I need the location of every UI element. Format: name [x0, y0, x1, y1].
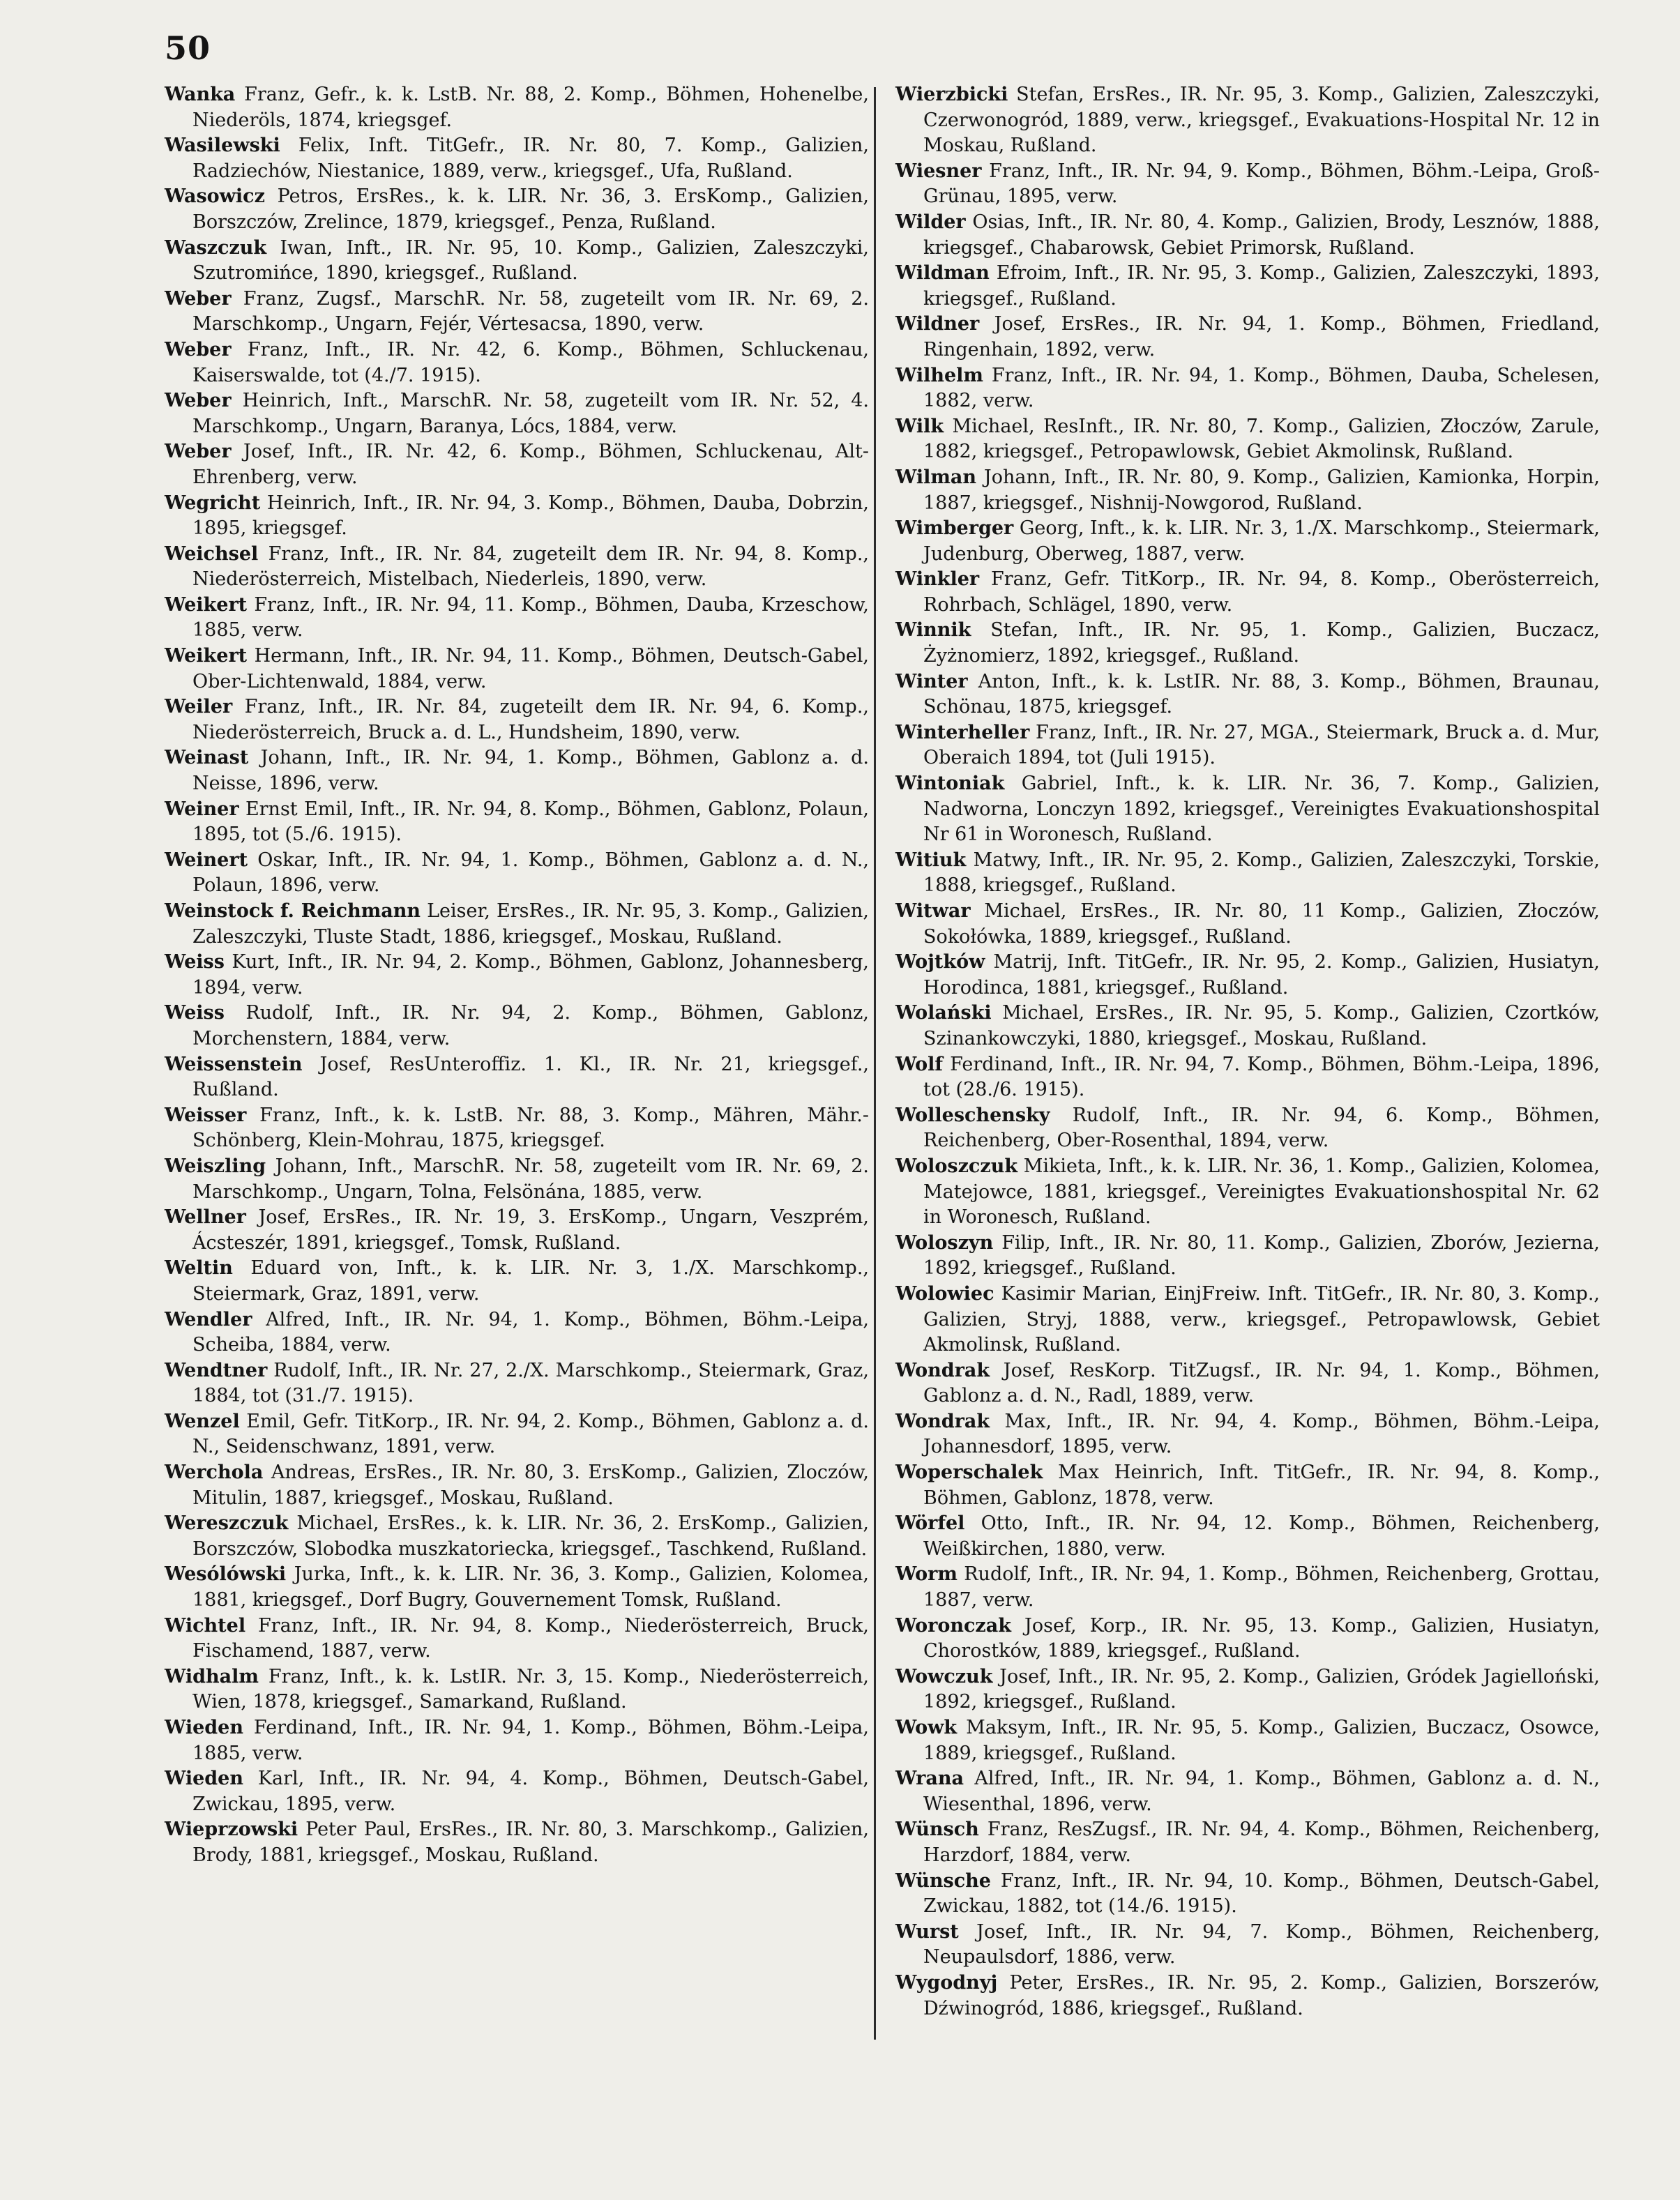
entry-surname: Wichtel: [165, 1614, 246, 1637]
entry-details: Franz, Inft., IR. Nr. 27, MGA., Steiermark, Bruck a. d. Mur, Oberaich 1894, tot (Juli 1915).: [923, 721, 1600, 769]
entry-surname: Wieden: [165, 1768, 243, 1790]
entry-surname: Winterheller: [895, 721, 1030, 743]
entry-details: Emil, Gefr. TitKorp., IR. Nr. 94, 2. Komp., Böhmen, Gablonz a. d. N., Seidenschwanz, 1891, verw.: [192, 1410, 869, 1458]
entry-details: Otto, Inft., IR. Nr. 94, 12. Komp., Böhmen, Reichenberg, Weißkirchen, 1880, verw.: [923, 1512, 1600, 1560]
list-item: [895, 567, 1600, 618]
entry-details: Kasimir Marian, EinjFreiw. Inft. TitGefr., IR. Nr. 80, 3. Komp., Galizien, Stryj, 1888, verw., kriegsgef., Petropawlowsk, Gebiet Akmolinsk, Rußland.: [923, 1282, 1600, 1356]
entry-details: Franz, Inft., IR. Nr. 94, 1. Komp., Böhmen, Dauba, Schelesen, 1882, verw.: [923, 364, 1600, 412]
list-item: [165, 797, 869, 848]
list-item: [165, 491, 869, 542]
entry-details: Iwan, Inft., IR. Nr. 95, 10. Komp., Galizien, Zaleszczyki, Szutromińce, 1890, kriegsgef., Rußland.: [192, 236, 869, 285]
list-item: [895, 848, 1600, 899]
entry-surname: Wygodnyj: [895, 1971, 998, 1994]
entry-surname: Wondrak: [895, 1359, 990, 1381]
entry-details: Rudolf, Inft., IR. Nr. 94, 6. Komp., Böhmen, Reichenberg, Ober-Rosenthal, 1894, verw.: [923, 1104, 1600, 1152]
list-item: [895, 1511, 1600, 1562]
entry-surname: Weber: [165, 338, 232, 361]
entry-details: Franz, ResZugsf., IR. Nr. 94, 4. Komp., Böhmen, Reichenberg, Harzdorf, 1884, verw.: [923, 1819, 1600, 1866]
list-item: [895, 669, 1600, 720]
list-item: [895, 1358, 1600, 1409]
entry-surname: Wilman: [895, 466, 977, 488]
list-item: [165, 388, 869, 439]
list-item: [895, 1460, 1600, 1511]
entry-details: Franz, Inft., IR. Nr. 84, zugeteilt dem IR. Nr. 94, 6. Komp., Niederösterreich, Bruck a. d. L., Hundsheim, 1890, verw.: [192, 696, 869, 743]
entry-details: Johann, Inft., IR. Nr. 94, 1. Komp., Böhmen, Gablonz a. d. Neisse, 1896, verw.: [192, 747, 869, 795]
entry-details: Max, Inft., IR. Nr. 94, 4. Komp., Böhmen, Böhm.-Leipa, Johannesdorf, 1895, verw.: [923, 1410, 1600, 1458]
entry-surname: Witwar: [895, 900, 971, 922]
entry-details: Ferdinand, Inft., IR. Nr. 94, 7. Komp., Böhmen, Böhm.-Leipa, 1896, tot (28./6. 1915).: [923, 1053, 1600, 1101]
entry-details: Michael, ErsRes., IR. Nr. 80, 11 Komp., Galizien, Złoczów, Sokołówka, 1889, kriegsgef., Rußland.: [923, 900, 1600, 948]
entry-surname: Wörfel: [895, 1512, 965, 1535]
list-item: [895, 899, 1600, 950]
entry-surname: Worm: [895, 1563, 958, 1586]
entry-surname: Weiss: [165, 951, 225, 973]
entry-details: Franz, Gefr. TitKorp., IR. Nr. 94, 8. Komp., Oberösterreich, Rohrbach, Schlägel, 1890, verw.: [923, 568, 1600, 616]
list-item: [165, 1817, 869, 1868]
entry-details: Josef, ResKorp. TitZugsf., IR. Nr. 94, 1. Komp., Böhmen, Gablonz a. d. N., Radl, 1889, verw.: [923, 1359, 1600, 1407]
entry-details: Felix, Inft. TitGefr., IR. Nr. 80, 7. Komp., Galizien, Radziechów, Niestanice, 1889, verw., kriegsgef., Ufa, Rußland.: [192, 135, 869, 182]
entry-details: Georg, Inft., k. k. LIR. Nr. 3, 1./X. Marschkomp., Steiermark, Judenburg, Oberweg, 1887, verw.: [923, 517, 1600, 565]
entry-surname: Wenzel: [165, 1410, 240, 1432]
entry-details: Josef, ResUnteroffiz. 1. Kl., IR. Nr. 21, kriegsgef., Rußland.: [192, 1053, 869, 1101]
list-item: [165, 745, 869, 796]
entry-details: Ferdinand, Inft., IR. Nr. 94, 1. Komp., Böhmen, Böhm.-Leipa, 1885, verw.: [192, 1717, 869, 1764]
list-item: [895, 82, 1600, 159]
list-item: [165, 133, 869, 184]
entry-surname: Wojtków: [895, 951, 985, 973]
entry-surname: Wowk: [895, 1717, 958, 1738]
entry-details: Stefan, ErsRes., IR. Nr. 95, 3. Komp., Galizien, Zaleszczyki, Czerwonogród, 1889, verw., kriegsgef., Evakuations-Hospital Nr. 12 in Moskau, Rußland.: [923, 84, 1600, 157]
list-item: [895, 1562, 1600, 1613]
list-item: [165, 899, 869, 950]
entry-details: Franz, Inft., IR. Nr. 42, 6. Komp., Böhmen, Schluckenau, Kaiserswalde, tot (4./7. 1915).: [192, 338, 869, 386]
list-item: [165, 593, 869, 644]
entry-surname: Werchola: [165, 1462, 264, 1484]
list-item: [165, 439, 869, 490]
entry-surname: Wilder: [895, 211, 966, 233]
list-item: [895, 312, 1600, 363]
entry-surname: Weiner: [165, 798, 239, 820]
entry-surname: Wondrak: [895, 1410, 990, 1432]
entry-surname: Wanka: [165, 84, 236, 105]
entry-details: Franz, Inft., IR. Nr. 94, 11. Komp., Böhmen, Dauba, Krzeschow, 1885, verw.: [192, 593, 869, 642]
list-item: [165, 695, 869, 745]
entry-details: Rudolf, Inft., IR. Nr. 94, 1. Komp., Böhmen, Reichenberg, Grottau, 1887, verw.: [923, 1563, 1600, 1611]
list-item: [165, 1256, 869, 1307]
list-item: [895, 1103, 1600, 1154]
entry-surname: Wieden: [165, 1717, 243, 1738]
entry-surname: Woloszczuk: [895, 1155, 1018, 1177]
entry-surname: Weikert: [165, 593, 248, 616]
entry-details: Mikieta, Inft., k. k. LIR. Nr. 36, 1. Komp., Galizien, Kolomea, Matejowce, 1881, kriegsgef., Vereinigtes Evakuationshospital Nr. 62 in Woronesch, Rußland.: [923, 1155, 1600, 1229]
list-item: [895, 210, 1600, 261]
list-item: [895, 363, 1600, 414]
entry-details: Max Heinrich, Inft. TitGefr., IR. Nr. 94, 8. Komp., Böhmen, Gablonz, 1878, verw.: [923, 1462, 1600, 1509]
list-item: [895, 1052, 1600, 1103]
list-item: [165, 82, 869, 133]
list-item: [165, 1562, 869, 1613]
entry-details: Franz, Inft., IR. Nr. 94, 10. Komp., Böhmen, Deutsch-Gabel, Zwickau, 1882, tot (14./6. 1915).: [923, 1869, 1600, 1918]
entry-surname: Weltin: [165, 1257, 233, 1280]
entry-details: Franz, Inft., k. k. LstB. Nr. 88, 3. Komp., Mähren, Mähr.-Schönberg, Klein-Mohrau, 1875, kriegsgef.: [192, 1104, 869, 1152]
entry-surname: Wolf: [895, 1053, 944, 1075]
list-item: [895, 1409, 1600, 1460]
entry-details: Josef, Inft., IR. Nr. 95, 2. Komp., Galizien, Gródek Jagielloński, 1892, kriegsgef., Rußland.: [923, 1665, 1600, 1713]
entry-details: Gabriel, Inft., k. k. LIR. Nr. 36, 7. Komp., Galizien, Nadworna, Lonczyn 1892, kriegsgef., Vereinigtes Evakuationshospital Nr 61 in Woronesch, Rußland.: [923, 773, 1600, 846]
entry-surname: Wildner: [895, 313, 980, 335]
entry-details: Hermann, Inft., IR. Nr. 94, 11. Komp., Böhmen, Deutsch-Gabel, Ober-Lichtenwald, 1884, verw.: [192, 645, 869, 692]
list-item: [895, 771, 1600, 848]
entry-details: Franz, Gefr., k. k. LstB. Nr. 88, 2. Komp., Böhmen, Hohenelbe, Niederöls, 1874, kriegsgef.: [192, 84, 869, 131]
list-item: [165, 1154, 869, 1205]
list-item: [165, 1409, 869, 1460]
list-item: [895, 950, 1600, 1001]
entry-surname: Weikert: [165, 645, 248, 667]
list-item: [165, 337, 869, 388]
left-column: [165, 82, 869, 1869]
list-item: [165, 950, 869, 1001]
entry-surname: Wiesner: [895, 160, 982, 182]
list-item: [165, 1460, 869, 1511]
entry-details: Franz, Inft., k. k. LstIR. Nr. 3, 15. Komp., Niederösterreich, Wien, 1878, kriegsgef., Samarkand, Rußland.: [192, 1665, 869, 1713]
entry-surname: Winter: [895, 670, 968, 692]
entry-surname: Wolański: [895, 1002, 992, 1024]
entry-surname: Weber: [165, 287, 232, 310]
entry-details: Josef, ErsRes., IR. Nr. 19, 3. ErsKomp., Ungarn, Veszprém, Ácsteszér, 1891, kriegsgef., Tomsk, Rußland.: [192, 1206, 869, 1254]
entry-details: Heinrich, Inft., MarschR. Nr. 58, zugeteilt vom IR. Nr. 52, 4. Marschkomp., Ungarn, Baranya, Lócs, 1884, verw.: [192, 390, 869, 437]
entry-surname: Weisser: [165, 1104, 247, 1126]
entry-surname: Wowczuk: [895, 1665, 993, 1687]
list-item: [165, 184, 869, 235]
entry-surname: Weiszling: [165, 1155, 266, 1177]
entry-details: Michael, ErsRes., IR. Nr. 95, 5. Komp., Galizien, Czortków, Szinankowczyki, 1880, kriegsgef., Moskau, Rußland.: [923, 1002, 1600, 1049]
list-item: [895, 1766, 1600, 1817]
list-item: [895, 618, 1600, 669]
entry-details: Efroim, Inft., IR. Nr. 95, 3. Komp., Galizien, Zaleszczyki, 1893, kriegsgef., Rußland.: [923, 262, 1600, 310]
entry-surname: Wintoniak: [895, 773, 1005, 795]
list-item: [165, 644, 869, 695]
entry-surname: Weiler: [165, 696, 233, 718]
entry-surname: Wendler: [165, 1308, 252, 1330]
entry-details: Rudolf, Inft., IR. Nr. 94, 2. Komp., Böhmen, Gablonz, Morchenstern, 1884, verw.: [192, 1002, 869, 1049]
list-item: [165, 1052, 869, 1103]
entry-details: Matwy, Inft., IR. Nr. 95, 2. Komp., Galizien, Zaleszczyki, Torskie, 1888, kriegsgef., Rußland.: [923, 849, 1600, 897]
list-item: [895, 1614, 1600, 1664]
entry-surname: Wierzbicki: [895, 84, 1008, 105]
list-item: [165, 1511, 869, 1562]
entry-details: Kurt, Inft., IR. Nr. 94, 2. Komp., Böhmen, Gablonz, Johannesberg, 1894, verw.: [192, 951, 869, 999]
entry-surname: Wünsche: [895, 1869, 991, 1892]
list-item: [895, 1231, 1600, 1282]
list-item: [165, 1205, 869, 1256]
entry-surname: Weiss: [165, 1002, 225, 1024]
entry-details: Peter Paul, ErsRes., IR. Nr. 80, 3. Marschkomp., Galizien, Brody, 1881, kriegsgef., Moskau, Rußland.: [192, 1819, 869, 1866]
entry-details: Peter, ErsRes., IR. Nr. 95, 2. Komp., Galizien, Borszerów, Dźwinogród, 1886, kriegsgef., Rußland.: [923, 1971, 1600, 2019]
entry-details: Alfred, Inft., IR. Nr. 94, 1. Komp., Böhmen, Gablonz a. d. N., Wiesenthal, 1896, verw.: [923, 1768, 1600, 1815]
list-item: [895, 1282, 1600, 1358]
column-divider: [874, 87, 876, 2040]
entry-details: Michael, ResInft., IR. Nr. 80, 7. Komp., Galizien, Złoczów, Zarule, 1882, kriegsgef., Petropawlowsk, Gebiet Akmolinsk, Rußland.: [923, 415, 1600, 463]
entry-details: Franz, Zugsf., MarschR. Nr. 58, zugeteilt vom IR. Nr. 69, 2. Marschkomp., Ungarn, Fejér, Vértesacsa, 1890, verw.: [192, 287, 869, 335]
entry-details: Franz, Inft., IR. Nr. 84, zugeteilt dem IR. Nr. 94, 8. Komp., Niederösterreich, Mistelbach, Niederleis, 1890, verw.: [192, 543, 869, 591]
list-item: [165, 1614, 869, 1664]
entry-surname: Woperschalek: [895, 1462, 1043, 1484]
entry-details: Andreas, ErsRes., IR. Nr. 80, 3. ErsKomp., Galizien, Zloczów, Mitulin, 1887, kriegsgef., Moskau, Rußland.: [192, 1462, 869, 1509]
right-column: [895, 82, 1600, 2021]
entry-details: Petros, ErsRes., k. k. LIR. Nr. 36, 3. ErsKomp., Galizien, Borszczów, Zrelince, 1879, kriegsgef., Penza, Rußland.: [192, 185, 869, 233]
entry-surname: Wilhelm: [895, 364, 983, 386]
entry-details: Josef, ErsRes., IR. Nr. 94, 1. Komp., Böhmen, Friedland, Ringenhain, 1892, verw.: [923, 313, 1600, 361]
entry-details: Johann, Inft., MarschR. Nr. 58, zugeteilt vom IR. Nr. 69, 2. Marschkomp., Ungarn, Tolna, Felsönána, 1885, verw.: [192, 1155, 869, 1203]
entry-surname: Wilk: [895, 415, 944, 437]
entry-surname: Weissenstein: [165, 1053, 303, 1075]
entry-surname: Wieprzowski: [165, 1819, 298, 1841]
entry-surname: Wereszczuk: [165, 1512, 289, 1535]
list-item: [165, 236, 869, 287]
list-item: [895, 1817, 1600, 1868]
list-item: [895, 1920, 1600, 1971]
entry-surname: Woronczak: [895, 1614, 1011, 1637]
list-item: [895, 720, 1600, 771]
list-item: [895, 261, 1600, 312]
entry-details: Leiser, ErsRes., IR. Nr. 95, 3. Komp., Galizien, Zaleszczyki, Tluste Stadt, 1886, kriegsgef., Moskau, Rußland.: [192, 900, 869, 948]
entry-surname: Weichsel: [165, 543, 259, 565]
entry-surname: Woloszyn: [895, 1231, 994, 1254]
entry-surname: Wurst: [895, 1920, 959, 1943]
list-item: [165, 1307, 869, 1358]
entry-details: Anton, Inft., k. k. LstIR. Nr. 88, 3. Komp., Böhmen, Braunau, Schönau, 1875, kriegsgef.: [923, 670, 1600, 718]
entry-surname: Winnik: [895, 619, 971, 642]
entry-surname: Wasowicz: [165, 185, 265, 208]
list-item: [895, 516, 1600, 567]
entry-surname: Wesólówski: [165, 1563, 287, 1586]
entry-details: Josef, Inft., IR. Nr. 94, 7. Komp., Böhmen, Reichenberg, Neupaulsdorf, 1886, verw.: [923, 1920, 1600, 1968]
entry-surname: Wolleschensky: [895, 1104, 1050, 1126]
list-item: [165, 542, 869, 593]
list-item: [165, 1664, 869, 1715]
entry-surname: Wendtner: [165, 1359, 268, 1381]
list-item: [895, 1664, 1600, 1715]
list-item: [895, 1001, 1600, 1052]
entry-surname: Wrana: [895, 1768, 964, 1790]
entry-details: Ernst Emil, Inft., IR. Nr. 94, 8. Komp., Böhmen, Gablonz, Polaun, 1895, tot (5./6. 1915).: [192, 798, 869, 846]
list-item: [165, 1358, 869, 1409]
list-item: [165, 1715, 869, 1766]
entry-details: Franz, Inft., IR. Nr. 94, 9. Komp., Böhmen, Böhm.-Leipa, Groß-Grünau, 1895, verw.: [923, 160, 1600, 208]
entry-surname: Weinast: [165, 747, 249, 769]
entry-details: Rudolf, Inft., IR. Nr. 27, 2./X. Marschkomp., Steiermark, Graz, 1884, tot (31./7. 1915).: [192, 1359, 869, 1407]
entry-surname: Weber: [165, 390, 232, 412]
list-item: [895, 1971, 1600, 2021]
entry-surname: Winkler: [895, 568, 980, 591]
entry-details: Johann, Inft., IR. Nr. 80, 9. Komp., Galizien, Kamionka, Horpin, 1887, kriegsgef., Nishnij-Nowgorod, Rußland.: [923, 466, 1600, 514]
entry-details: Stefan, Inft., IR. Nr. 95, 1. Komp., Galizien, Buczacz, Żyżnomierz, 1892, kriegsgef., Rußland.: [923, 619, 1600, 667]
entry-surname: Wasilewski: [165, 135, 280, 157]
page-number: 50: [165, 29, 211, 67]
entry-surname: Weinstock f. Reichmann: [165, 900, 421, 922]
entry-surname: Wolowiec: [895, 1282, 994, 1305]
list-item: [895, 1154, 1600, 1231]
entry-details: Karl, Inft., IR. Nr. 94, 4. Komp., Böhmen, Deutsch-Gabel, Zwickau, 1895, verw.: [192, 1768, 869, 1815]
entry-details: Osias, Inft., IR. Nr. 80, 4. Komp., Galizien, Brody, Lesznów, 1888, kriegsgef., Chabarowsk, Gebiet Primorsk, Rußland.: [923, 211, 1600, 259]
list-item: [165, 1001, 869, 1052]
entry-details: Michael, ErsRes., k. k. LIR. Nr. 36, 2. ErsKomp., Galizien, Borszczów, Slobodka muszkatoriecka, kriegsgef., Taschkend, Rußland.: [192, 1512, 869, 1560]
entry-details: Alfred, Inft., IR. Nr. 94, 1. Komp., Böhmen, Böhm.-Leipa, Scheiba, 1884, verw.: [192, 1308, 869, 1356]
entry-surname: Waszczuk: [165, 236, 267, 259]
entry-details: Eduard von, Inft., k. k. LIR. Nr. 3, 1./X. Marschkomp., Steiermark, Graz, 1891, verw.: [192, 1257, 869, 1305]
list-item: [895, 1715, 1600, 1766]
list-item: [165, 1103, 869, 1154]
list-item: [895, 414, 1600, 465]
entry-surname: Weber: [165, 441, 232, 463]
list-item: [895, 465, 1600, 516]
entry-details: Oskar, Inft., IR. Nr. 94, 1. Komp., Böhmen, Gablonz a. d. N., Polaun, 1896, verw.: [192, 849, 869, 897]
list-item: [165, 848, 869, 899]
entry-surname: Witiuk: [895, 849, 967, 871]
entry-surname: Wildman: [895, 262, 990, 285]
entry-details: Josef, Inft., IR. Nr. 42, 6. Komp., Böhmen, Schluckenau, Alt-Ehrenberg, verw.: [192, 441, 869, 488]
entry-details: Maksym, Inft., IR. Nr. 95, 5. Komp., Galizien, Buczacz, Osowce, 1889, kriegsgef., Rußland.: [923, 1717, 1600, 1764]
entry-surname: Wegricht: [165, 492, 261, 514]
list-item: [165, 287, 869, 337]
entry-details: Matrij, Inft. TitGefr., IR. Nr. 95, 2. Komp., Galizien, Husiatyn, Horodinca, 1881, kriegsgef., Rußland.: [923, 951, 1600, 999]
list-item: [895, 159, 1600, 210]
entry-details: Filip, Inft., IR. Nr. 80, 11. Komp., Galizien, Zborów, Jezierna, 1892, kriegsgef., Rußland.: [923, 1231, 1600, 1280]
entry-details: Jurka, Inft., k. k. LIR. Nr. 36, 3. Komp., Galizien, Kolomea, 1881, kriegsgef., Dorf Bugry, Gouvernement Tomsk, Rußland.: [192, 1563, 869, 1611]
entry-surname: Widhalm: [165, 1665, 259, 1687]
entry-surname: Wimberger: [895, 517, 1014, 540]
entry-surname: Weinert: [165, 849, 248, 871]
list-item: [165, 1766, 869, 1817]
list-item: [895, 1869, 1600, 1920]
entry-details: Josef, Korp., IR. Nr. 95, 13. Komp., Galizien, Husiatyn, Chorostków, 1889, kriegsgef., Rußland.: [923, 1614, 1600, 1662]
entry-surname: Wünsch: [895, 1819, 979, 1841]
entry-details: Franz, Inft., IR. Nr. 94, 8. Komp., Niederösterreich, Bruck, Fischamend, 1887, verw.: [192, 1614, 869, 1662]
entry-details: Heinrich, Inft., IR. Nr. 94, 3. Komp., Böhmen, Dauba, Dobrzin, 1895, kriegsgef.: [192, 492, 869, 540]
entry-surname: Wellner: [165, 1206, 246, 1229]
